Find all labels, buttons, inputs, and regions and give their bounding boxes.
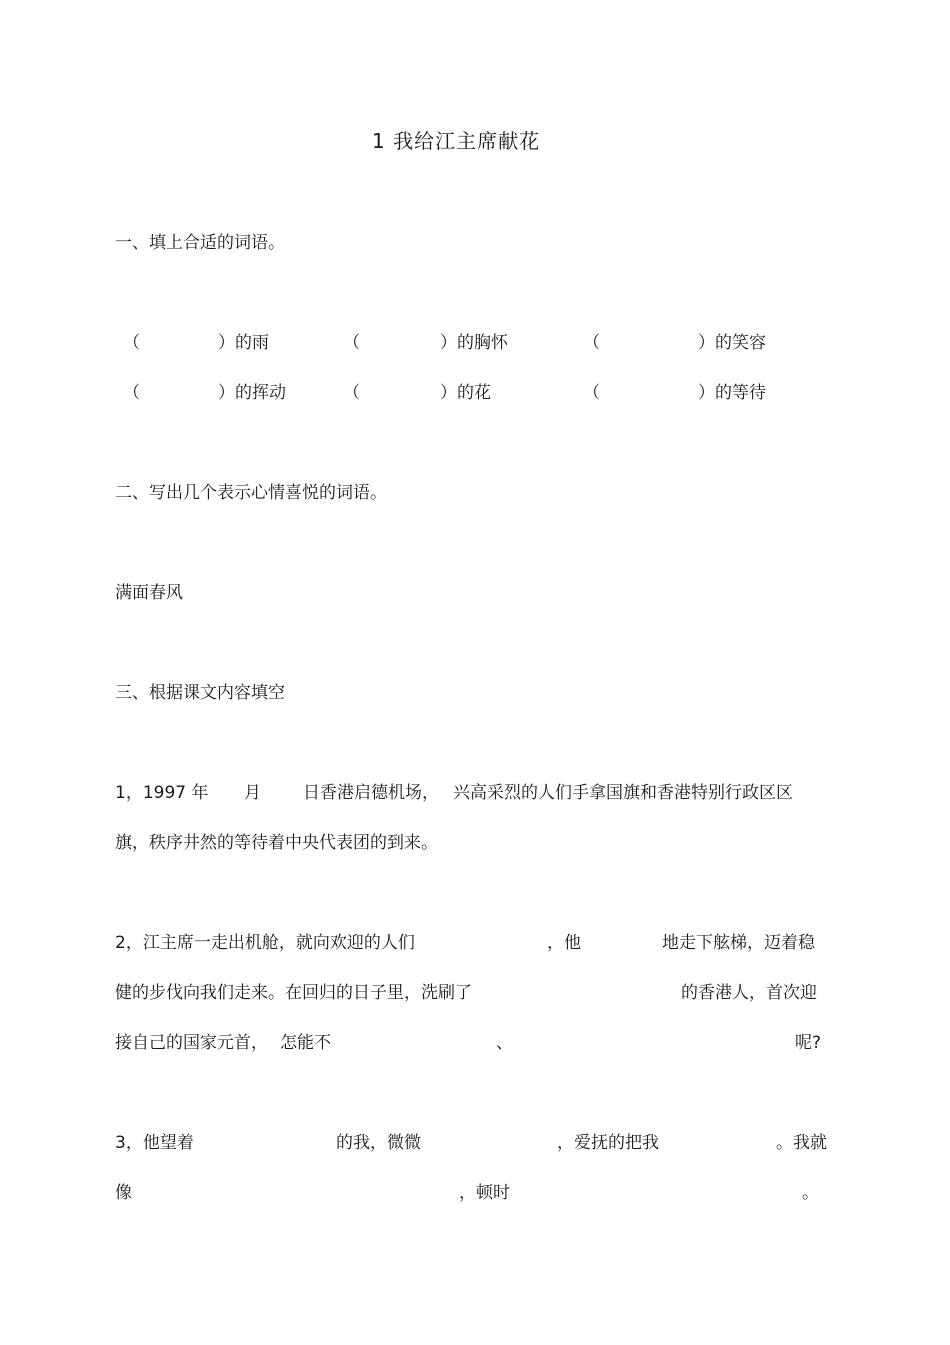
q1-part-a: 1，1997 年 xyxy=(115,783,209,803)
q2-part-g: 怎能不 xyxy=(280,1033,331,1053)
q1-part-b: 月 xyxy=(244,783,261,803)
q2-part-i: 呢? xyxy=(795,1033,822,1053)
q2-part-h: 、 xyxy=(496,1033,513,1053)
q3-part-c: ，爱抚的把我 xyxy=(557,1133,659,1153)
phrase-flower: ）的花 xyxy=(440,383,491,403)
q2-part-d: 健的步伐向我们走来。在回归的日子里，洗刷了 xyxy=(115,983,472,1003)
open-paren: （ xyxy=(123,333,140,353)
open-paren: （ xyxy=(343,383,360,403)
q2-part-b: ，他 xyxy=(547,933,581,953)
phrase-chest: ）的胸怀 xyxy=(440,333,508,353)
q3-part-d: 。我就 xyxy=(776,1133,827,1153)
section-3-heading: 三、根据课文内容填空 xyxy=(115,683,285,703)
phrase-wave: ）的挥动 xyxy=(218,383,286,403)
q1-line-2: 旗，秩序井然的等待着中央代表团的到来。 xyxy=(115,833,438,853)
q1-part-c: 日香港启德机场， xyxy=(303,783,439,803)
example-phrase: 满面春风 xyxy=(115,583,183,603)
q3-part-a: 3，他望着 xyxy=(115,1133,194,1153)
phrase-wait: ）的等待 xyxy=(698,383,766,403)
q3-part-e: 像 xyxy=(115,1183,132,1203)
q2-part-c: 地走下舷梯，迈着稳 xyxy=(662,933,815,953)
q1-part-d: 兴高采烈的人们手拿国旗和香港特别行政区区 xyxy=(453,783,793,803)
open-paren: （ xyxy=(583,333,600,353)
q3-part-b: 的我，微微 xyxy=(336,1133,421,1153)
q2-part-f: 接自己的国家元首， xyxy=(115,1033,268,1053)
section-2-heading: 二、写出几个表示心情喜悦的词语。 xyxy=(115,483,387,503)
open-paren: （ xyxy=(123,383,140,403)
q3-part-f: ，顿时 xyxy=(459,1183,510,1203)
open-paren: （ xyxy=(583,383,600,403)
page-title: 1 我给江主席献花 xyxy=(372,129,541,153)
q2-part-e: 的香港人，首次迎 xyxy=(681,983,817,1003)
phrase-smile: ）的笑容 xyxy=(698,333,766,353)
q3-part-g: 。 xyxy=(802,1183,819,1203)
section-1-heading: 一、填上合适的词语。 xyxy=(115,233,285,253)
q2-part-a: 2，江主席一走出机舱，就向欢迎的人们 xyxy=(115,933,415,953)
phrase-rain: ）的雨 xyxy=(218,333,269,353)
open-paren: （ xyxy=(343,333,360,353)
